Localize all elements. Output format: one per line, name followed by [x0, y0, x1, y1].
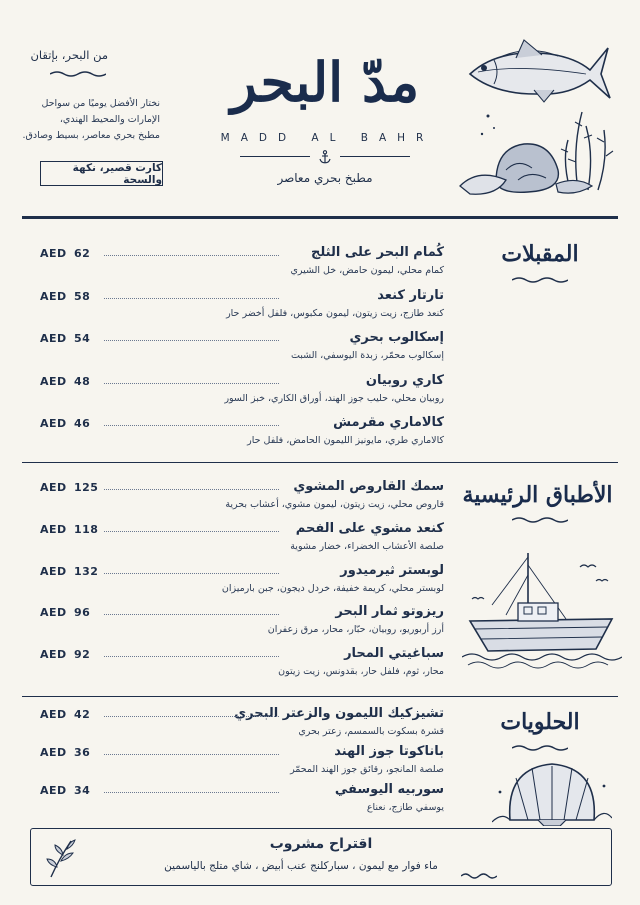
wave-ornament-starters [512, 276, 568, 284]
dot-leader [104, 255, 279, 256]
item-currency: AED [40, 648, 67, 661]
blurb-line-1: نختار الأفضل يوميًا من سواحل [41, 98, 160, 109]
menu-item [40, 604, 444, 644]
item-price: 36 [74, 746, 91, 759]
item-description: يوسفي طازج، نعناع [366, 802, 444, 813]
short-menu-button[interactable]: كارت قصير، نكهة والسحة [40, 161, 163, 186]
item-currency: AED [40, 523, 67, 536]
menu-item [40, 706, 444, 746]
item-currency: AED [40, 247, 67, 260]
menu-item [40, 288, 444, 328]
blurb-line-3: مطبخ بحري معاصر، بسيط وصادق. [22, 130, 160, 141]
item-price: 54 [74, 332, 91, 345]
item-description: صلصة الأعشاب الخضراء، خضار مشوية [290, 541, 444, 552]
section-divider [22, 462, 618, 463]
wave-ornament-left [50, 70, 106, 78]
item-price: 34 [74, 784, 91, 797]
section-divider [22, 696, 618, 697]
item-currency: AED [40, 565, 67, 578]
item-price: 92 [74, 648, 91, 661]
item-description: كالاماري طري، مايونيز الليمون الحامض، فلفل حار [247, 435, 444, 446]
anchor-icon [318, 149, 332, 168]
dot-leader [104, 425, 279, 426]
blurb-line-2: الإمارات والمحيط الهندي، [59, 114, 160, 125]
menu-item [40, 782, 444, 822]
herb-sprig-icon [45, 837, 77, 883]
item-price: 96 [74, 606, 91, 619]
item-description: كمام محلي، ليمون حامض، خل الشيري [290, 265, 444, 276]
dot-leader [104, 656, 279, 657]
drink-text: ماء فوار مع ليمون ، سباركلنج عنب أبيض ، شاي متلج بالياسمين [164, 860, 438, 872]
section-title-mains: الأطباق الرئيسية [462, 482, 613, 508]
item-name: تشيزكيك الليمون والزعتر البحري [234, 706, 444, 721]
item-currency: AED [40, 481, 67, 494]
item-currency: AED [40, 417, 67, 430]
item-name: كُمام البحر على الثلج [310, 245, 444, 260]
item-name: سباغيتي المحار [344, 646, 444, 661]
dot-leader [104, 340, 279, 341]
item-name: كالاماري مقرمش [333, 415, 444, 430]
dot-leader [104, 531, 279, 532]
menu-item [40, 373, 444, 413]
header-divider [22, 216, 618, 219]
item-name: باناكوتا جوز الهند [334, 744, 444, 759]
item-name: سوربيه اليوسفي [334, 782, 444, 797]
divider-line-left [240, 156, 310, 157]
item-currency: AED [40, 746, 67, 759]
shell-illustration [492, 756, 612, 830]
wave-ornament-desserts [512, 744, 568, 752]
section-title-starters: المقبلات [501, 241, 579, 267]
item-name: إسكالوب بحري [349, 330, 444, 345]
menu-item [40, 744, 444, 784]
section-title-desserts: الحلويات [500, 709, 580, 735]
item-currency: AED [40, 606, 67, 619]
dot-leader [104, 614, 279, 615]
wave-ornament-drink [461, 865, 497, 884]
item-description: لوبستر محلي، كريمة خفيفة، خردل ديجون، جبن بارميزان [221, 583, 444, 594]
brand-subtitle: مطبخ بحري معاصر [277, 171, 373, 185]
menu-item [40, 245, 444, 285]
brand-title: مدّ البحر [230, 50, 420, 114]
item-name: كنعد مشوي على الفحم [295, 521, 444, 536]
item-currency: AED [40, 290, 67, 303]
item-price: 125 [74, 481, 99, 494]
tagline: من البحر، بإتقان [30, 48, 108, 62]
item-description: محار، ثوم، فلفل حار، بقدونس، زيت زيتون [278, 666, 444, 677]
dot-leader [104, 792, 279, 793]
menu-item [40, 521, 444, 561]
item-description: كنعد طازج، زيت زيتون، ليمون مكبوس، فلفل أخضر حار [226, 308, 444, 319]
item-description: روبيان محلي، حليب جوز الهند، أوراق الكاري، خبز السور [224, 393, 444, 404]
dot-leader [104, 383, 279, 384]
menu-item [40, 646, 444, 686]
drink-title: اقتراح مشروب [269, 836, 373, 852]
item-price: 42 [74, 708, 91, 721]
dot-leader [104, 716, 279, 717]
item-name: ريزوتو ثمار البحر [335, 604, 444, 619]
item-currency: AED [40, 708, 67, 721]
item-description: أرز أربوريو، روبيان، حبّار، محار، مرق زعفران [267, 624, 444, 635]
item-description: قشرة بسكوت بالسمسم، زعتر بحري [298, 726, 444, 737]
dot-leader [104, 754, 279, 755]
brand-latin: MADD AL BAHR [220, 132, 435, 144]
dot-leader [104, 573, 279, 574]
item-price: 62 [74, 247, 91, 260]
item-currency: AED [40, 332, 67, 345]
item-name: تارتار كنعد [377, 288, 444, 303]
item-currency: AED [40, 784, 67, 797]
menu-item [40, 479, 444, 519]
item-name: سمك القاروص المشوي [293, 479, 444, 494]
boat-illustration [462, 545, 622, 674]
dot-leader [104, 489, 279, 490]
menu-item [40, 330, 444, 370]
item-price: 58 [74, 290, 91, 303]
item-name: لوبستر ثيرميدور [340, 563, 444, 578]
item-price: 46 [74, 417, 91, 430]
item-price: 118 [74, 523, 99, 536]
drink-suggestion-box [30, 828, 612, 886]
fish-illustration [458, 30, 618, 202]
item-price: 48 [74, 375, 91, 388]
divider-line-right [340, 156, 410, 157]
wave-ornament-mains [512, 516, 568, 524]
intro-blurb [20, 96, 160, 144]
item-description: قاروص محلي، زيت زيتون، ليمون مشوي، أعشاب بحرية [225, 499, 444, 510]
menu-item [40, 415, 444, 455]
dot-leader [104, 298, 279, 299]
item-currency: AED [40, 375, 67, 388]
item-price: 132 [74, 565, 99, 578]
item-description: إسكالوب محمّر، زبدة اليوسفي، الشبت [290, 350, 444, 361]
item-name: كاري روبيان [365, 373, 444, 388]
item-description: صلصة المانجو، رقائق جوز الهند المحمّر [290, 764, 444, 775]
menu-item [40, 563, 444, 603]
